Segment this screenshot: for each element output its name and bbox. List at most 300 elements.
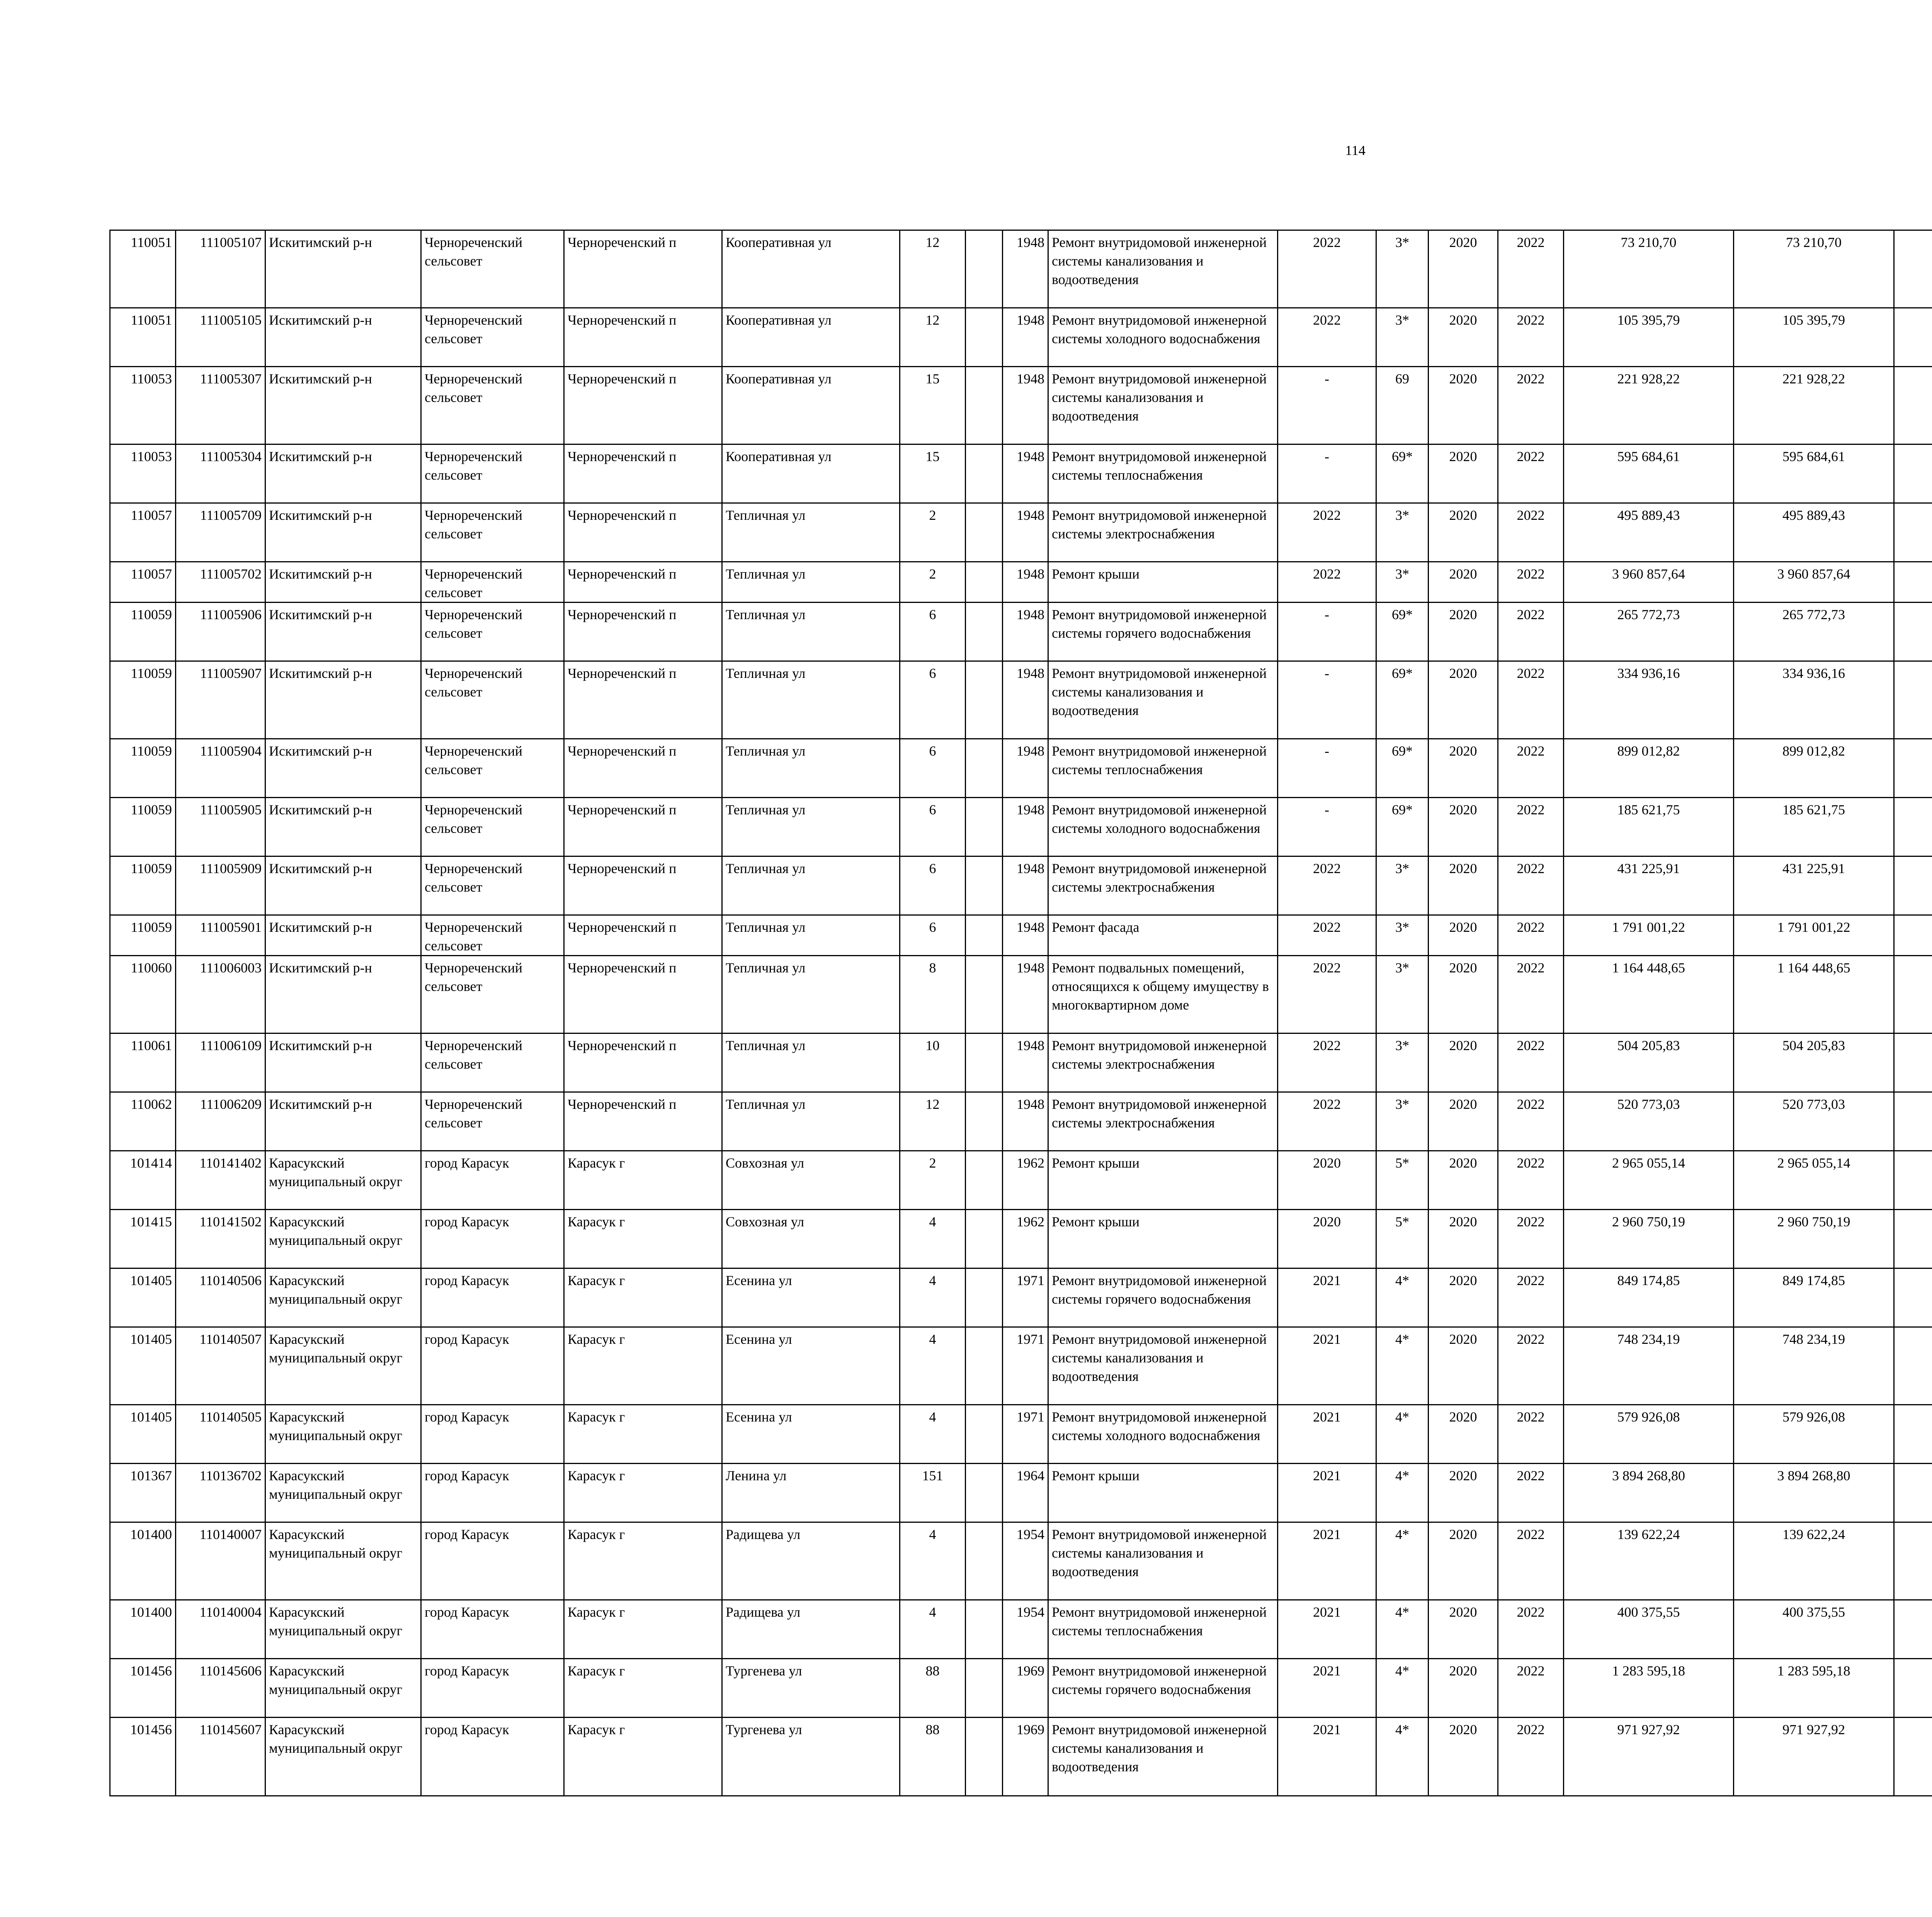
cell-federal-budget bbox=[1894, 1327, 1932, 1405]
cell-work-type: Ремонт внутридомовой инженерной системы электроснабжения bbox=[1048, 1033, 1278, 1092]
cell-reason-code: 3* bbox=[1376, 915, 1429, 956]
cell-locality: Карасук г bbox=[564, 1659, 722, 1718]
cell-work-type: Ремонт крыши bbox=[1048, 1151, 1278, 1210]
cell-reason-code: 4* bbox=[1376, 1659, 1429, 1718]
cell-plan-year: 2022 bbox=[1278, 562, 1376, 603]
cell-locality: Карасук г bbox=[564, 1405, 722, 1464]
cell-end-year: 2022 bbox=[1498, 856, 1564, 915]
cell-work-type: Ремонт внутридомовой инженерной системы теплоснабжения bbox=[1048, 739, 1278, 798]
cell-end-year: 2022 bbox=[1498, 503, 1564, 562]
cell-start-year: 2020 bbox=[1429, 1210, 1498, 1268]
cell-district: Искитимский р-н bbox=[265, 856, 421, 915]
cell-start-year: 2020 bbox=[1429, 915, 1498, 956]
cell-house-number: 12 bbox=[900, 308, 966, 367]
cell-end-year: 2022 bbox=[1498, 308, 1564, 367]
cell-fund-cost: 495 889,43 bbox=[1734, 503, 1894, 562]
cell-build-year: 1971 bbox=[1003, 1405, 1048, 1464]
cell-object-id: 110059 bbox=[110, 739, 176, 798]
table-row bbox=[110, 444, 1932, 503]
cell-total-cost: 495 889,43 bbox=[1564, 503, 1734, 562]
cell-house-number: 151 bbox=[900, 1464, 966, 1522]
cell-work-id: 111005905 bbox=[176, 798, 265, 856]
cell-total-cost: 105 395,79 bbox=[1564, 308, 1734, 367]
cell-total-cost: 579 926,08 bbox=[1564, 1405, 1734, 1464]
cell-locality: Карасук г bbox=[564, 1268, 722, 1327]
table-row bbox=[110, 1327, 1932, 1405]
cell-settlement: Чернореченский сельсовет bbox=[421, 503, 564, 562]
cell-federal-budget bbox=[1894, 503, 1932, 562]
cell-reason-code: 3* bbox=[1376, 1092, 1429, 1151]
cell-settlement: Чернореченский сельсовет bbox=[421, 739, 564, 798]
cell-settlement: город Карасук bbox=[421, 1718, 564, 1796]
cell-street: Тепличная ул bbox=[722, 603, 900, 661]
cell-federal-budget bbox=[1894, 562, 1932, 603]
table-row bbox=[110, 1151, 1932, 1210]
cell-end-year: 2022 bbox=[1498, 798, 1564, 856]
cell-reason-code: 4* bbox=[1376, 1268, 1429, 1327]
cell-end-year: 2022 bbox=[1498, 1405, 1564, 1464]
cell-end-year: 2022 bbox=[1498, 1522, 1564, 1600]
cell-reason-code: 4* bbox=[1376, 1718, 1429, 1796]
cell-plan-year: 2022 bbox=[1278, 856, 1376, 915]
cell-locality: Чернореченский п bbox=[564, 503, 722, 562]
cell-build-year: 1962 bbox=[1003, 1151, 1048, 1210]
cell-total-cost: 334 936,16 bbox=[1564, 661, 1734, 739]
cell-reason-code: 69* bbox=[1376, 798, 1429, 856]
cell-locality: Чернореченский п bbox=[564, 1092, 722, 1151]
cell-house-number: 12 bbox=[900, 1092, 966, 1151]
cell-fund-cost: 221 928,22 bbox=[1734, 367, 1894, 444]
cell-start-year: 2020 bbox=[1429, 739, 1498, 798]
cell-work-id: 111005906 bbox=[176, 603, 265, 661]
cell-federal-budget bbox=[1894, 603, 1932, 661]
cell-federal-budget bbox=[1894, 1268, 1932, 1327]
cell-work-id: 110140507 bbox=[176, 1327, 265, 1405]
cell-build-year: 1948 bbox=[1003, 562, 1048, 603]
cell-start-year: 2020 bbox=[1429, 1600, 1498, 1659]
cell-district: Карасукский муниципальный округ bbox=[265, 1522, 421, 1600]
cell-object-id: 110057 bbox=[110, 562, 176, 603]
cell-build-year: 1954 bbox=[1003, 1600, 1048, 1659]
cell-total-cost: 595 684,61 bbox=[1564, 444, 1734, 503]
cell-total-cost: 139 622,24 bbox=[1564, 1522, 1734, 1600]
cell-total-cost: 748 234,19 bbox=[1564, 1327, 1734, 1405]
cell-build-year: 1948 bbox=[1003, 308, 1048, 367]
cell-house-number: 6 bbox=[900, 798, 966, 856]
cell-house-number: 6 bbox=[900, 915, 966, 956]
cell-plan-year: - bbox=[1278, 798, 1376, 856]
cell-fund-cost: 1 164 448,65 bbox=[1734, 956, 1894, 1033]
cell-settlement: Чернореченский сельсовет bbox=[421, 798, 564, 856]
cell-federal-budget bbox=[1894, 1405, 1932, 1464]
cell-end-year: 2022 bbox=[1498, 230, 1564, 308]
table-row bbox=[110, 1659, 1932, 1718]
cell-building bbox=[966, 1464, 1003, 1522]
cell-total-cost: 185 621,75 bbox=[1564, 798, 1734, 856]
cell-building bbox=[966, 503, 1003, 562]
cell-locality: Чернореченский п bbox=[564, 739, 722, 798]
cell-district: Карасукский муниципальный округ bbox=[265, 1659, 421, 1718]
cell-fund-cost: 2 960 750,19 bbox=[1734, 1210, 1894, 1268]
cell-plan-year: 2022 bbox=[1278, 503, 1376, 562]
cell-plan-year: - bbox=[1278, 661, 1376, 739]
cell-federal-budget bbox=[1894, 308, 1932, 367]
cell-fund-cost: 849 174,85 bbox=[1734, 1268, 1894, 1327]
cell-total-cost: 504 205,83 bbox=[1564, 1033, 1734, 1092]
table-row bbox=[110, 1210, 1932, 1268]
cell-district: Карасукский муниципальный округ bbox=[265, 1210, 421, 1268]
cell-build-year: 1971 bbox=[1003, 1268, 1048, 1327]
table-row bbox=[110, 1464, 1932, 1522]
cell-street: Тепличная ул bbox=[722, 915, 900, 956]
cell-work-id: 110140506 bbox=[176, 1268, 265, 1327]
cell-house-number: 12 bbox=[900, 230, 966, 308]
cell-total-cost: 3 960 857,64 bbox=[1564, 562, 1734, 603]
cell-settlement: город Карасук bbox=[421, 1405, 564, 1464]
cell-settlement: город Карасук bbox=[421, 1522, 564, 1600]
cell-work-id: 110145607 bbox=[176, 1718, 265, 1796]
cell-object-id: 101456 bbox=[110, 1718, 176, 1796]
cell-house-number: 4 bbox=[900, 1600, 966, 1659]
cell-fund-cost: 1 791 001,22 bbox=[1734, 915, 1894, 956]
cell-building bbox=[966, 1718, 1003, 1796]
table-row bbox=[110, 1600, 1932, 1659]
cell-reason-code: 69* bbox=[1376, 661, 1429, 739]
cell-work-type: Ремонт крыши bbox=[1048, 562, 1278, 603]
cell-settlement: Чернореченский сельсовет bbox=[421, 603, 564, 661]
cell-fund-cost: 105 395,79 bbox=[1734, 308, 1894, 367]
cell-locality: Карасук г bbox=[564, 1151, 722, 1210]
cell-work-type: Ремонт внутридомовой инженерной системы канализования и водоотведения bbox=[1048, 661, 1278, 739]
cell-work-type: Ремонт внутридомовой инженерной системы холодного водоснабжения bbox=[1048, 798, 1278, 856]
cell-building bbox=[966, 1327, 1003, 1405]
cell-house-number: 2 bbox=[900, 562, 966, 603]
cell-house-number: 8 bbox=[900, 956, 966, 1033]
cell-object-id: 101400 bbox=[110, 1522, 176, 1600]
cell-fund-cost: 748 234,19 bbox=[1734, 1327, 1894, 1405]
cell-fund-cost: 265 772,73 bbox=[1734, 603, 1894, 661]
cell-street: Тепличная ул bbox=[722, 503, 900, 562]
cell-work-id: 110140007 bbox=[176, 1522, 265, 1600]
table-row bbox=[110, 856, 1932, 915]
table-row bbox=[110, 308, 1932, 367]
cell-reason-code: 3* bbox=[1376, 1033, 1429, 1092]
cell-federal-budget bbox=[1894, 1718, 1932, 1796]
cell-build-year: 1948 bbox=[1003, 603, 1048, 661]
cell-reason-code: 3* bbox=[1376, 856, 1429, 915]
cell-total-cost: 1 283 595,18 bbox=[1564, 1659, 1734, 1718]
cell-build-year: 1948 bbox=[1003, 503, 1048, 562]
cell-reason-code: 4* bbox=[1376, 1600, 1429, 1659]
cell-work-type: Ремонт внутридомовой инженерной системы горячего водоснабжения bbox=[1048, 1268, 1278, 1327]
cell-locality: Чернореченский п bbox=[564, 562, 722, 603]
cell-fund-cost: 3 960 857,64 bbox=[1734, 562, 1894, 603]
cell-settlement: город Карасук bbox=[421, 1210, 564, 1268]
cell-house-number: 15 bbox=[900, 444, 966, 503]
cell-settlement: Чернореченский сельсовет bbox=[421, 230, 564, 308]
cell-building bbox=[966, 856, 1003, 915]
cell-street: Тепличная ул bbox=[722, 562, 900, 603]
cell-settlement: Чернореченский сельсовет bbox=[421, 915, 564, 956]
cell-plan-year: 2021 bbox=[1278, 1522, 1376, 1600]
cell-building bbox=[966, 1092, 1003, 1151]
cell-work-type: Ремонт внутридомовой инженерной системы электроснабжения bbox=[1048, 1092, 1278, 1151]
cell-district: Искитимский р-н bbox=[265, 798, 421, 856]
cell-plan-year: 2021 bbox=[1278, 1327, 1376, 1405]
cell-work-id: 111006003 bbox=[176, 956, 265, 1033]
cell-object-id: 101405 bbox=[110, 1327, 176, 1405]
cell-district: Искитимский р-н bbox=[265, 230, 421, 308]
cell-end-year: 2022 bbox=[1498, 1600, 1564, 1659]
cell-fund-cost: 431 225,91 bbox=[1734, 856, 1894, 915]
cell-work-type: Ремонт подвальных помещений, относящихся к общему имуществу в многоквартирном доме bbox=[1048, 956, 1278, 1033]
cell-reason-code: 69 bbox=[1376, 367, 1429, 444]
cell-locality: Чернореченский п bbox=[564, 1033, 722, 1092]
cell-build-year: 1948 bbox=[1003, 856, 1048, 915]
cell-street: Кооперативная ул bbox=[722, 230, 900, 308]
table-row bbox=[110, 798, 1932, 856]
cell-end-year: 2022 bbox=[1498, 1210, 1564, 1268]
cell-object-id: 101414 bbox=[110, 1151, 176, 1210]
cell-end-year: 2022 bbox=[1498, 1151, 1564, 1210]
cell-reason-code: 69* bbox=[1376, 444, 1429, 503]
cell-district: Карасукский муниципальный округ bbox=[265, 1718, 421, 1796]
table-row bbox=[110, 562, 1932, 603]
cell-building bbox=[966, 739, 1003, 798]
cell-total-cost: 849 174,85 bbox=[1564, 1268, 1734, 1327]
cell-street: Есенина ул bbox=[722, 1268, 900, 1327]
cell-build-year: 1948 bbox=[1003, 1092, 1048, 1151]
cell-house-number: 2 bbox=[900, 503, 966, 562]
cell-district: Искитимский р-н bbox=[265, 562, 421, 603]
cell-fund-cost: 504 205,83 bbox=[1734, 1033, 1894, 1092]
cell-work-id: 111005909 bbox=[176, 856, 265, 915]
cell-object-id: 101415 bbox=[110, 1210, 176, 1268]
cell-district: Искитимский р-н bbox=[265, 956, 421, 1033]
cell-start-year: 2020 bbox=[1429, 1464, 1498, 1522]
cell-work-type: Ремонт внутридомовой инженерной системы канализования и водоотведения bbox=[1048, 367, 1278, 444]
cell-street: Тургенева ул bbox=[722, 1718, 900, 1796]
table-row bbox=[110, 1522, 1932, 1600]
cell-build-year: 1948 bbox=[1003, 661, 1048, 739]
cell-building bbox=[966, 1268, 1003, 1327]
cell-work-type: Ремонт внутридомовой инженерной системы электроснабжения bbox=[1048, 856, 1278, 915]
cell-settlement: город Карасук bbox=[421, 1659, 564, 1718]
cell-federal-budget bbox=[1894, 367, 1932, 444]
cell-fund-cost: 400 375,55 bbox=[1734, 1600, 1894, 1659]
cell-build-year: 1948 bbox=[1003, 367, 1048, 444]
cell-start-year: 2020 bbox=[1429, 856, 1498, 915]
cell-end-year: 2022 bbox=[1498, 1718, 1564, 1796]
cell-end-year: 2022 bbox=[1498, 562, 1564, 603]
cell-district: Искитимский р-н bbox=[265, 1033, 421, 1092]
cell-reason-code: 5* bbox=[1376, 1210, 1429, 1268]
cell-work-id: 111005907 bbox=[176, 661, 265, 739]
cell-plan-year: 2021 bbox=[1278, 1405, 1376, 1464]
cell-plan-year: 2021 bbox=[1278, 1464, 1376, 1522]
cell-district: Карасукский муниципальный округ bbox=[265, 1151, 421, 1210]
cell-building bbox=[966, 562, 1003, 603]
cell-house-number: 2 bbox=[900, 1151, 966, 1210]
cell-federal-budget bbox=[1894, 1600, 1932, 1659]
cell-work-type: Ремонт внутридомовой инженерной системы холодного водоснабжения bbox=[1048, 308, 1278, 367]
table-row bbox=[110, 661, 1932, 739]
cell-federal-budget bbox=[1894, 1092, 1932, 1151]
cell-plan-year: 2022 bbox=[1278, 1033, 1376, 1092]
cell-federal-budget bbox=[1894, 444, 1932, 503]
cell-work-id: 110136702 bbox=[176, 1464, 265, 1522]
cell-street: Тепличная ул bbox=[722, 739, 900, 798]
cell-federal-budget bbox=[1894, 1151, 1932, 1210]
cell-work-type: Ремонт внутридомовой инженерной системы канализования и водоотведения bbox=[1048, 1522, 1278, 1600]
cell-fund-cost: 520 773,03 bbox=[1734, 1092, 1894, 1151]
cell-street: Тепличная ул bbox=[722, 1033, 900, 1092]
cell-building bbox=[966, 367, 1003, 444]
cell-object-id: 110062 bbox=[110, 1092, 176, 1151]
cell-locality: Карасук г bbox=[564, 1600, 722, 1659]
cell-work-type: Ремонт внутридомовой инженерной системы канализования и водоотведения bbox=[1048, 230, 1278, 308]
cell-house-number: 4 bbox=[900, 1210, 966, 1268]
cell-locality: Карасук г bbox=[564, 1327, 722, 1405]
cell-street: Радищева ул bbox=[722, 1600, 900, 1659]
cell-start-year: 2020 bbox=[1429, 1033, 1498, 1092]
cell-district: Искитимский р-н bbox=[265, 503, 421, 562]
cell-work-type: Ремонт внутридомовой инженерной системы теплоснабжения bbox=[1048, 444, 1278, 503]
cell-fund-cost: 185 621,75 bbox=[1734, 798, 1894, 856]
cell-building bbox=[966, 1522, 1003, 1600]
cell-district: Искитимский р-н bbox=[265, 603, 421, 661]
cell-federal-budget bbox=[1894, 915, 1932, 956]
cell-object-id: 110053 bbox=[110, 444, 176, 503]
cell-plan-year: 2022 bbox=[1278, 956, 1376, 1033]
cell-house-number: 4 bbox=[900, 1268, 966, 1327]
cell-building bbox=[966, 1659, 1003, 1718]
cell-object-id: 110053 bbox=[110, 367, 176, 444]
cell-object-id: 110059 bbox=[110, 661, 176, 739]
cell-build-year: 1969 bbox=[1003, 1718, 1048, 1796]
cell-work-type: Ремонт крыши bbox=[1048, 1210, 1278, 1268]
cell-house-number: 6 bbox=[900, 661, 966, 739]
cell-settlement: город Карасук bbox=[421, 1151, 564, 1210]
cell-federal-budget bbox=[1894, 1659, 1932, 1718]
cell-district: Карасукский муниципальный округ bbox=[265, 1600, 421, 1659]
cell-settlement: Чернореченский сельсовет bbox=[421, 444, 564, 503]
cell-start-year: 2020 bbox=[1429, 1151, 1498, 1210]
cell-locality: Карасук г bbox=[564, 1464, 722, 1522]
cell-plan-year: - bbox=[1278, 444, 1376, 503]
cell-object-id: 110051 bbox=[110, 230, 176, 308]
cell-object-id: 110057 bbox=[110, 503, 176, 562]
cell-street: Радищева ул bbox=[722, 1522, 900, 1600]
cell-plan-year: 2020 bbox=[1278, 1210, 1376, 1268]
cell-building bbox=[966, 1405, 1003, 1464]
cell-federal-budget bbox=[1894, 1210, 1932, 1268]
cell-end-year: 2022 bbox=[1498, 1268, 1564, 1327]
cell-plan-year: 2022 bbox=[1278, 230, 1376, 308]
cell-plan-year: 2022 bbox=[1278, 915, 1376, 956]
cell-locality: Чернореченский п bbox=[564, 308, 722, 367]
cell-fund-cost: 899 012,82 bbox=[1734, 739, 1894, 798]
cell-fund-cost: 3 894 268,80 bbox=[1734, 1464, 1894, 1522]
cell-federal-budget bbox=[1894, 1522, 1932, 1600]
cell-street: Есенина ул bbox=[722, 1327, 900, 1405]
cell-build-year: 1948 bbox=[1003, 1033, 1048, 1092]
table-row bbox=[110, 739, 1932, 798]
cell-object-id: 110059 bbox=[110, 915, 176, 956]
cell-work-id: 111006209 bbox=[176, 1092, 265, 1151]
cell-house-number: 88 bbox=[900, 1718, 966, 1796]
cell-work-id: 111005107 bbox=[176, 230, 265, 308]
cell-build-year: 1948 bbox=[1003, 956, 1048, 1033]
cell-end-year: 2022 bbox=[1498, 1033, 1564, 1092]
cell-build-year: 1971 bbox=[1003, 1327, 1048, 1405]
cell-object-id: 101456 bbox=[110, 1659, 176, 1718]
cell-settlement: Чернореченский сельсовет bbox=[421, 1092, 564, 1151]
cell-start-year: 2020 bbox=[1429, 503, 1498, 562]
table-row bbox=[110, 1718, 1932, 1796]
cell-settlement: Чернореченский сельсовет bbox=[421, 1033, 564, 1092]
cell-work-id: 110140505 bbox=[176, 1405, 265, 1464]
cell-total-cost: 221 928,22 bbox=[1564, 367, 1734, 444]
cell-settlement: Чернореченский сельсовет bbox=[421, 562, 564, 603]
cell-start-year: 2020 bbox=[1429, 308, 1498, 367]
cell-district: Карасукский муниципальный округ bbox=[265, 1405, 421, 1464]
capital-repair-table bbox=[109, 230, 1932, 1796]
cell-street: Тепличная ул bbox=[722, 661, 900, 739]
table-row bbox=[110, 230, 1932, 308]
cell-locality: Чернореченский п bbox=[564, 444, 722, 503]
cell-building bbox=[966, 1600, 1003, 1659]
cell-plan-year: 2020 bbox=[1278, 1151, 1376, 1210]
cell-building bbox=[966, 230, 1003, 308]
cell-start-year: 2020 bbox=[1429, 798, 1498, 856]
cell-district: Искитимский р-н bbox=[265, 915, 421, 956]
cell-work-type: Ремонт внутридомовой инженерной системы горячего водоснабжения bbox=[1048, 603, 1278, 661]
cell-start-year: 2020 bbox=[1429, 367, 1498, 444]
table-row bbox=[110, 1033, 1932, 1092]
cell-federal-budget bbox=[1894, 661, 1932, 739]
cell-building bbox=[966, 1033, 1003, 1092]
cell-total-cost: 1 164 448,65 bbox=[1564, 956, 1734, 1033]
cell-district: Карасукский муниципальный округ bbox=[265, 1268, 421, 1327]
cell-build-year: 1964 bbox=[1003, 1464, 1048, 1522]
cell-reason-code: 3* bbox=[1376, 956, 1429, 1033]
cell-object-id: 110059 bbox=[110, 856, 176, 915]
cell-locality: Чернореченский п bbox=[564, 603, 722, 661]
cell-plan-year: 2021 bbox=[1278, 1718, 1376, 1796]
cell-building bbox=[966, 603, 1003, 661]
cell-work-id: 111005307 bbox=[176, 367, 265, 444]
cell-house-number: 6 bbox=[900, 856, 966, 915]
cell-district: Искитимский р-н bbox=[265, 661, 421, 739]
cell-locality: Чернореченский п bbox=[564, 956, 722, 1033]
cell-work-id: 111005904 bbox=[176, 739, 265, 798]
cell-locality: Чернореченский п bbox=[564, 367, 722, 444]
cell-federal-budget bbox=[1894, 1464, 1932, 1522]
cell-house-number: 15 bbox=[900, 367, 966, 444]
table-row bbox=[110, 956, 1932, 1033]
cell-building bbox=[966, 915, 1003, 956]
cell-work-type: Ремонт внутридомовой инженерной системы горячего водоснабжения bbox=[1048, 1659, 1278, 1718]
cell-work-id: 110140004 bbox=[176, 1600, 265, 1659]
table-row bbox=[110, 1092, 1932, 1151]
table-row bbox=[110, 503, 1932, 562]
cell-reason-code: 69* bbox=[1376, 603, 1429, 661]
cell-work-id: 111005901 bbox=[176, 915, 265, 956]
cell-settlement: город Карасук bbox=[421, 1600, 564, 1659]
cell-federal-budget bbox=[1894, 230, 1932, 308]
cell-district: Искитимский р-н bbox=[265, 444, 421, 503]
